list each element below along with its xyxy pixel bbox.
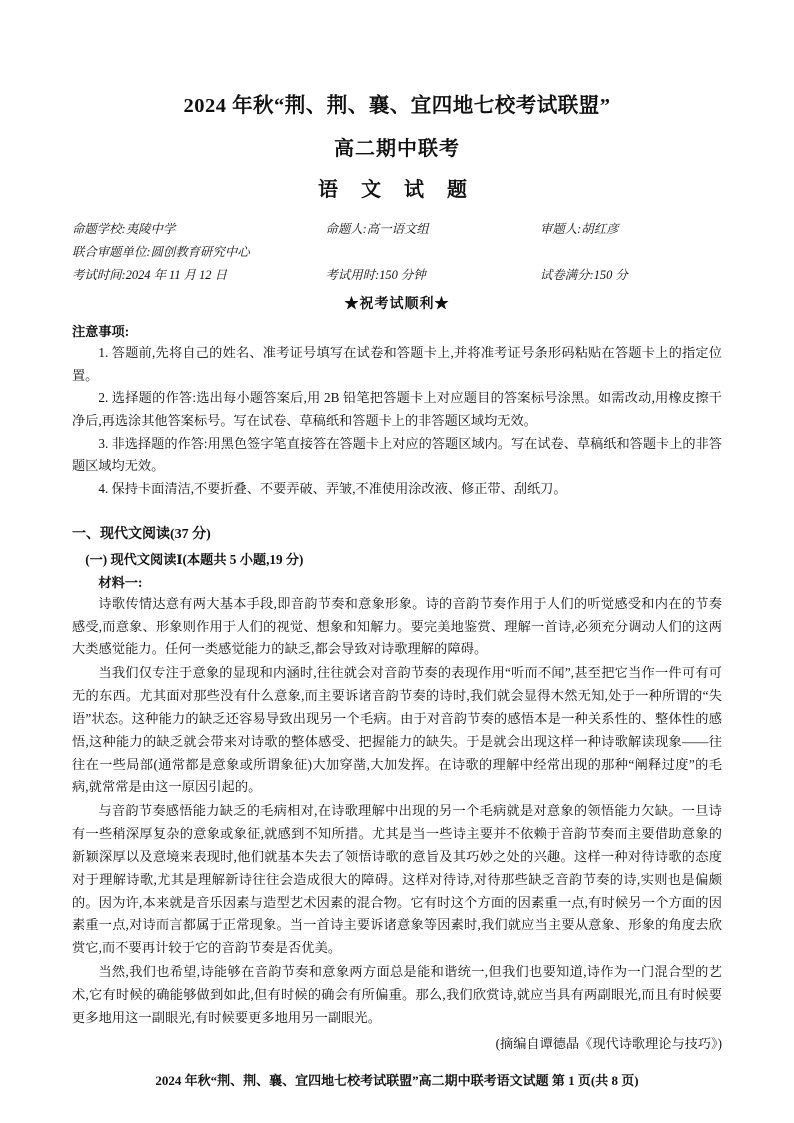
meta-row-authors <box>72 218 722 241</box>
subsection-heading-reading-one: (一) 现代文阅读Ⅰ(本题共 5 小题,19 分) <box>85 551 304 567</box>
page-title-sub: 高二期中联考 <box>334 138 460 160</box>
meta-joint-review: 联合审题单位:圆创教育研究中心 <box>72 244 250 259</box>
good-luck-banner: ★祝考试顺利★ <box>344 296 450 312</box>
meta-total-score: 试卷满分:150 分 <box>540 267 628 282</box>
notice-item: 4. 保持卡面清洁,不要折叠、不要弄破、弄皱,不准使用涂改液、修正带、刮纸刀。 <box>98 481 567 497</box>
passage-paragraph: 诗歌传情达意有两大基本手段,即音韵节奏和意象形象。诗的音韵节奏作用于人们的听觉感受和内在的节奏感受,而意象、形象则作用于人们的视觉、想象和知解力。要完美地鉴赏、理解一首诗,必须充分调动人们的这两大类感觉能力。任何一类感觉能力的缺乏,都会导致对诗歌理解的障碍。 <box>72 595 722 657</box>
meta-school: 命题学校:夷陵中学 <box>72 222 176 236</box>
passage-paragraph: 当我们仅专注于意象的显现和内涵时,往往就会对音韵节奏的表现作用“听而不闻”,甚至把它当作一件可有可无的东西。尤其面对那些没有什么意象,而主要诉诸音韵节奏的诗时,我们就会显得木然无知,处于一种所谓的“失语”状态。这种能力的缺乏还容易导致出现另一个毛病。由于对音韵节奏的感悟本是一种关系性的、整体性的感悟,这种能力的缺乏就会带来对诗歌的整体感受、把握能力的缺失。于是就会出现这样一种诗歌解读现象——往往在一些局部(通常都是意象或所谓象征)大加穿凿,大加发挥。在诗歌的理解中经常出现的那种“阐释过度”的毛病,就常常是由这一原因引起的。 <box>72 665 722 795</box>
meta-row-joint-review <box>72 241 722 264</box>
page-footer: 2024 年秋“荆、荆、襄、宜四地七校考试联盟”高二期中联考语文试题 第 1 页(共 8 页) <box>155 1073 639 1088</box>
meta-reviewer: 审题人:胡红彦 <box>540 222 619 236</box>
notice-item: 2. 选择题的作答:选出每小题答案后,用 2B 铅笔把答题卡上对应题目的答案标号涂黑。如需改动,用橡皮擦干净后,再选涂其他答案标号。写在试卷、草稿纸和答题卡上的非答题区域均无效。 <box>72 390 722 428</box>
meta-duration: 考试用时:150 分钟 <box>325 267 426 282</box>
notice-item: 3. 非选择题的作答:用黑色签字笔直接答在答题卡上对应的答题区域内。写在试卷、草稿纸和答题卡上的非答题区域均无效。 <box>72 435 722 474</box>
meta-row-time <box>72 264 722 287</box>
passage-source-citation: (摘编自谭德晶《现代诗歌理论与技巧》) <box>495 1036 722 1052</box>
meta-exam-date: 考试时间:2024 年 11 月 12 日 <box>72 267 227 282</box>
section-heading-modern-reading: 一、现代文阅读(37 分) <box>72 526 211 542</box>
page-title-main: 2024 年秋“荆、荆、襄、宜四地七校考试联盟” <box>183 95 611 117</box>
passage-paragraph: 与音韵节奏感悟能力缺乏的毛病相对,在诗歌理解中出现的另一个毛病就是对意象的领悟能力欠缺。一旦诗有一些稍深厚复杂的意象或象征,就感到不知所措。尤其是当一些诗主要并不依赖于音韵节奏而主要借助意象的新颖深厚以及意境来表现时,他们就基本失去了领悟诗歌的意旨及其巧妙之处的兴趣。这样一种对待诗歌的态度对于理解诗歌,尤其是理解新诗往往会造成很大的障碍。这样对待诗,对待那些缺乏音韵节奏的诗,实则也是偏颇的。因为许,本来就是音乐因素与造型艺术因素的混合物。它有时这个方面的因素重一点,有时候另一个方面的因素重一点,对诗而言都属于正常现象。当一首诗主要诉诸意象等因素时,我们就应当主要从意象、形象的角度去欣赏它,而不要再计较于它的音韵节奏是否优美。 <box>72 803 722 956</box>
notice-title: 注意事项: <box>72 323 130 339</box>
page-title-subject: 语 文 试 题 <box>318 179 476 201</box>
notice-item: 1. 答题前,先将自己的姓名、准考证号填写在试卷和答题卡上,并将准考证号条形码粘贴在答题卡上的指定位置。 <box>72 344 722 383</box>
material-heading-one: 材料一: <box>98 574 143 590</box>
passage-paragraph: 当然,我们也希望,诗能够在音韵节奏和意象两方面总是能和谐统一,但我们也要知道,诗作为一门混合型的艺术,它有时候的确能够做到如此,但有时候的确会有所偏重。那么,我们欣赏诗,就应当具有两副眼光,而且有时候要更多地用这一副眼光,有时候要更多地用另一副眼光。 <box>72 963 722 1025</box>
meta-author: 命题人:高一语文组 <box>325 222 429 236</box>
exam-meta-block <box>72 218 722 287</box>
